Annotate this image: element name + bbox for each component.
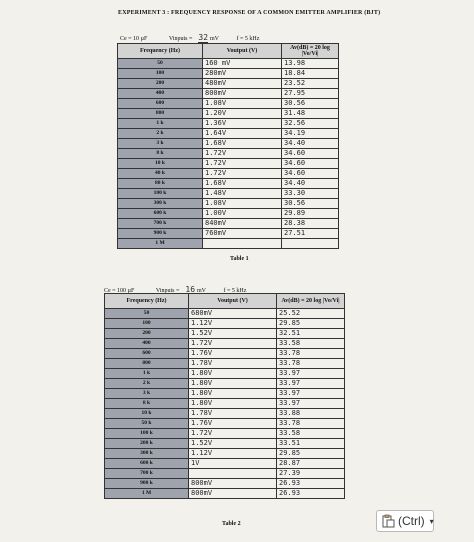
table1-col-gain: Av(dB) = 20 log |Vo/Vi| [282, 44, 339, 59]
table1-params [120, 33, 265, 43]
frequency-cell: 80 k [118, 179, 203, 189]
voutput-cell: 1.80V [189, 389, 277, 399]
gain-cell: 28.38 [282, 219, 339, 229]
frequency-cell: 900 k [118, 229, 203, 239]
table-row [105, 469, 345, 479]
table-row [105, 349, 345, 359]
table-row [105, 429, 345, 439]
gain-cell: 34.40 [282, 179, 339, 189]
frequency-cell: 300 k [118, 199, 203, 209]
frequency-cell: 200 [105, 329, 189, 339]
gain-cell: 34.60 [282, 149, 339, 159]
frequency-cell: 1 M [105, 489, 189, 499]
frequency-cell: 300 k [105, 449, 189, 459]
table-row [118, 139, 339, 149]
voutput-cell: 280mV [203, 69, 282, 79]
voutput-cell: 1.52V [189, 439, 277, 449]
table-row [118, 169, 339, 179]
gain-cell: 33.51 [277, 439, 345, 449]
gain-cell: 27.95 [282, 89, 339, 99]
voutput-cell: 1.76V [189, 419, 277, 429]
voutput-cell: 1.72V [189, 429, 277, 439]
gain-cell [282, 239, 339, 249]
table2-caption: Table 2 [222, 521, 241, 527]
gain-cell: 28.87 [277, 459, 345, 469]
table-row [105, 329, 345, 339]
chevron-down-icon: ▾ [429, 516, 434, 526]
table-row [118, 209, 339, 219]
voutput-cell: 1.00V [203, 209, 282, 219]
gain-cell: 33.97 [277, 399, 345, 409]
gain-cell: 32.56 [282, 119, 339, 129]
paste-options-label: (Ctrl) [398, 514, 425, 528]
frequency-cell: 700 k [118, 219, 203, 229]
gain-cell: 33.58 [277, 339, 345, 349]
frequency-cell: 100 k [105, 429, 189, 439]
voutput-cell: 1.52V [189, 329, 277, 339]
table-row [118, 179, 339, 189]
table1-col-frequency: Frequency (Hz) [118, 44, 203, 59]
table-row [105, 459, 345, 469]
frequency-cell: 2 k [118, 129, 203, 139]
voutput-cell [203, 239, 282, 249]
table-row [105, 339, 345, 349]
voutput-cell [189, 469, 277, 479]
table-row [105, 379, 345, 389]
frequency-cell: 50 [118, 59, 203, 69]
gain-cell: 27.39 [277, 469, 345, 479]
table1-vin-unit: mV [210, 36, 220, 42]
table-row [105, 369, 345, 379]
table2-ce: Ce = 100 µF [104, 288, 135, 294]
gain-cell: 25.52 [277, 309, 345, 319]
voutput-cell: 1.80V [189, 369, 277, 379]
frequency-cell: 400 [118, 89, 203, 99]
table-row [105, 309, 345, 319]
table2-vin-unit: mV [197, 288, 207, 294]
gain-cell: 33.30 [282, 189, 339, 199]
voutput-cell: 800mV [189, 479, 277, 489]
table-row [118, 79, 339, 89]
gain-cell: 26.93 [277, 479, 345, 489]
voutput-cell: 1.72V [189, 339, 277, 349]
frequency-cell: 50 k [105, 419, 189, 429]
frequency-cell: 10 k [105, 409, 189, 419]
table-row [105, 489, 345, 499]
frequency-cell: 3 k [105, 389, 189, 399]
table-row [118, 189, 339, 199]
voutput-cell: 1.68V [203, 179, 282, 189]
gain-cell: 33.97 [277, 379, 345, 389]
table2 [104, 293, 345, 499]
table-row [118, 119, 339, 129]
table1-freq: f = 5 kHz [236, 36, 260, 42]
table-row [105, 419, 345, 429]
gain-cell: 18.84 [282, 69, 339, 79]
voutput-cell: 1.76V [189, 349, 277, 359]
voutput-cell: 1.08V [203, 99, 282, 109]
table-row [105, 319, 345, 329]
frequency-cell: 1 k [105, 369, 189, 379]
gain-cell: 33.78 [277, 359, 345, 369]
gain-cell: 32.51 [277, 329, 345, 339]
gain-cell: 33.58 [277, 429, 345, 439]
voutput-cell: 800mV [203, 89, 282, 99]
frequency-cell: 8 k [118, 149, 203, 159]
table2-freq: f = 5 kHz [223, 288, 247, 294]
frequency-cell: 8 k [105, 399, 189, 409]
clipboard-icon [381, 514, 395, 528]
table1-col-voutput: Voutput (V) [203, 44, 282, 59]
voutput-cell: 800mV [189, 489, 277, 499]
table-row [118, 229, 339, 239]
frequency-cell: 100 [105, 319, 189, 329]
voutput-cell: 1.64V [203, 129, 282, 139]
table-row [118, 159, 339, 169]
table-row [118, 129, 339, 139]
table-row [105, 449, 345, 459]
frequency-cell: 3 k [118, 139, 203, 149]
voutput-cell: 1.80V [189, 379, 277, 389]
gain-cell: 34.40 [282, 139, 339, 149]
table-row [105, 359, 345, 369]
frequency-cell: 10 k [118, 159, 203, 169]
frequency-cell: 40 k [118, 169, 203, 179]
gain-cell: 34.60 [282, 169, 339, 179]
table-row [118, 149, 339, 159]
table2-col-voutput: Voutput (V) [189, 294, 277, 309]
voutput-cell: 1.20V [203, 109, 282, 119]
frequency-cell: 2 k [105, 379, 189, 389]
paste-options-button[interactable] [376, 510, 434, 532]
gain-cell: 23.52 [282, 79, 339, 89]
table-row [118, 59, 339, 69]
voutput-cell: 1.08V [203, 199, 282, 209]
gain-cell: 13.98 [282, 59, 339, 69]
gain-cell: 33.97 [277, 369, 345, 379]
table2-col-gain: Av(dB) = 20 log |Vo/Vi| [277, 294, 345, 309]
frequency-cell: 50 [105, 309, 189, 319]
gain-cell: 29.85 [277, 449, 345, 459]
frequency-cell: 400 [105, 339, 189, 349]
table-row [118, 99, 339, 109]
table2-vin-value: 16 [185, 285, 196, 294]
frequency-cell: 200 k [105, 439, 189, 449]
table1-header-row [118, 44, 339, 59]
table-row [105, 409, 345, 419]
voutput-cell: 1.78V [189, 359, 277, 369]
frequency-cell: 600 k [118, 209, 203, 219]
frequency-cell: 1 k [118, 119, 203, 129]
voutput-cell: 1V [189, 459, 277, 469]
gain-cell: 30.56 [282, 99, 339, 109]
voutput-cell: 1.12V [189, 449, 277, 459]
table1-caption: Table 1 [230, 256, 249, 262]
gain-cell: 33.78 [277, 349, 345, 359]
voutput-cell: 1.48V [203, 189, 282, 199]
voutput-cell: 1.80V [189, 399, 277, 409]
gain-cell: 31.48 [282, 109, 339, 119]
frequency-cell: 600 [118, 99, 203, 109]
frequency-cell: 800 [105, 359, 189, 369]
frequency-cell: 800 [118, 109, 203, 119]
table-row [118, 109, 339, 119]
voutput-cell: 680mV [189, 309, 277, 319]
frequency-cell: 600 [105, 349, 189, 359]
table2-col-frequency: Frequency (Hz) [105, 294, 189, 309]
frequency-cell: 700 k [105, 469, 189, 479]
voutput-cell: 1.72V [203, 169, 282, 179]
table1-vin-value: 32 [198, 33, 209, 42]
table-row [118, 89, 339, 99]
table2-vin-label: Vinputs = [155, 288, 180, 294]
voutput-cell: 1.68V [203, 139, 282, 149]
gain-cell: 33.97 [277, 389, 345, 399]
table-row [105, 439, 345, 449]
table-row [118, 219, 339, 229]
gain-cell: 34.60 [282, 159, 339, 169]
page-title: EXPERIMENT 3 : FREQUENCY RESPONSE OF A COMMON EMITTER AMPLIFIER (BJT) [118, 10, 381, 16]
voutput-cell: 1.12V [189, 319, 277, 329]
frequency-cell: 900 k [105, 479, 189, 489]
gain-cell: 27.51 [282, 229, 339, 239]
table-row [118, 199, 339, 209]
frequency-cell: 200 [118, 79, 203, 89]
voutput-cell: 160 mV [203, 59, 282, 69]
gain-cell: 26.93 [277, 489, 345, 499]
gain-cell: 33.78 [277, 419, 345, 429]
voutput-cell: 1.36V [203, 119, 282, 129]
gain-cell: 29.85 [277, 319, 345, 329]
table2-header-row [105, 294, 345, 309]
table-row [118, 69, 339, 79]
voutput-cell: 1.78V [189, 409, 277, 419]
table1-vin-label: Vinputs = [168, 36, 193, 42]
gain-cell: 30.56 [282, 199, 339, 209]
voutput-cell: 480mV [203, 79, 282, 89]
voutput-cell: 760mV [203, 229, 282, 239]
voutput-cell: 840mV [203, 219, 282, 229]
voutput-cell: 1.72V [203, 149, 282, 159]
gain-cell: 29.89 [282, 209, 339, 219]
table-row [105, 479, 345, 489]
frequency-cell: 100 [118, 69, 203, 79]
table-row [118, 239, 339, 249]
frequency-cell: 1 M [118, 239, 203, 249]
frequency-cell: 100 k [118, 189, 203, 199]
table1-ce: Ce = 10 µF [120, 36, 148, 42]
table-row [105, 399, 345, 409]
voutput-cell: 1.72V [203, 159, 282, 169]
table-row [105, 389, 345, 399]
frequency-cell: 600 k [105, 459, 189, 469]
gain-cell: 34.19 [282, 129, 339, 139]
gain-cell: 33.88 [277, 409, 345, 419]
table1 [117, 43, 339, 249]
